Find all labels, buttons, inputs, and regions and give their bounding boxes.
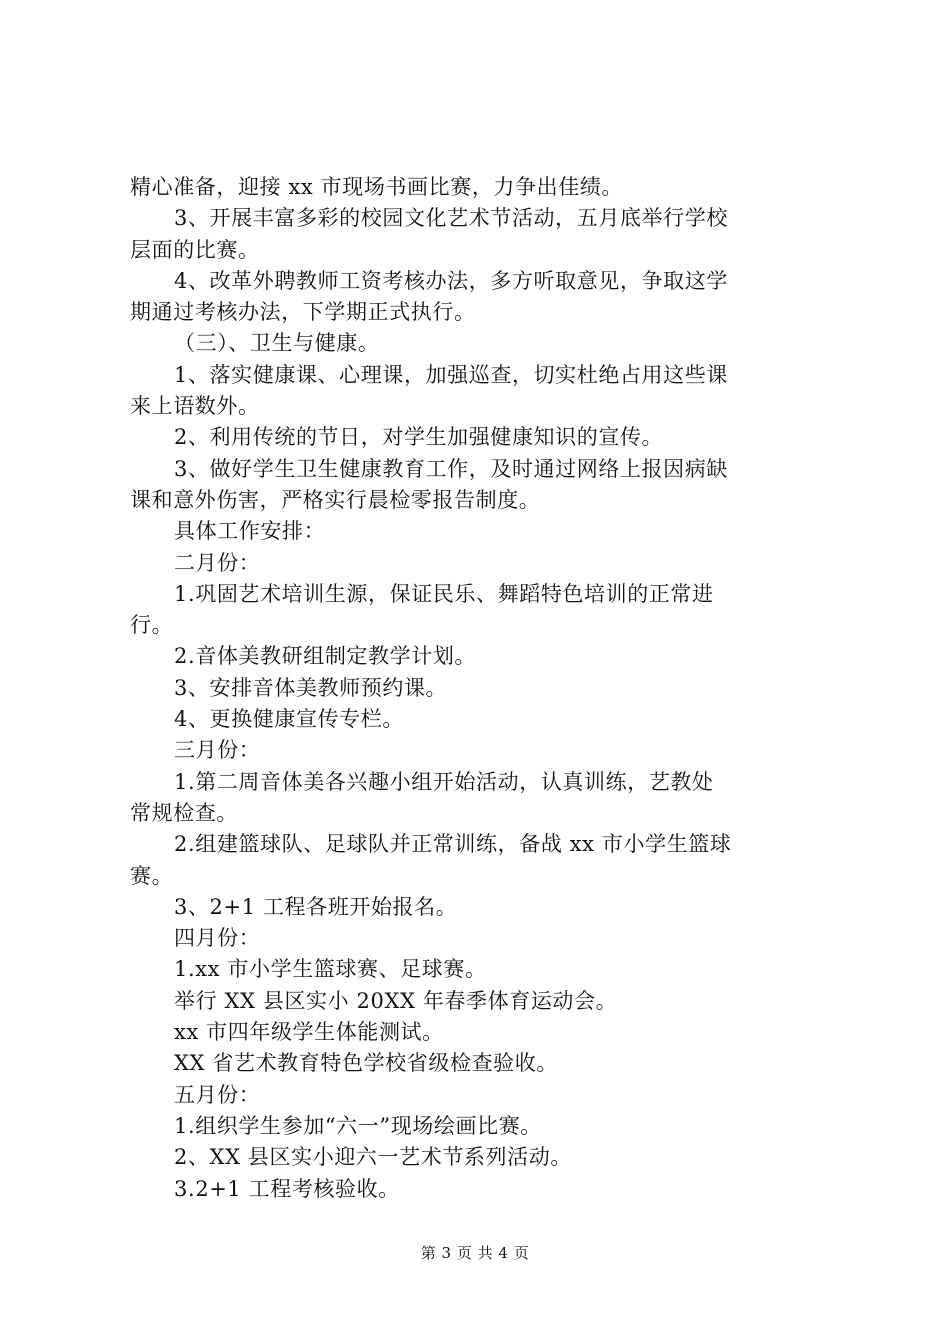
text-line: 3、2+1 工程各班开始报名。	[174, 894, 458, 919]
text-line: 2、XX 县区实小迎六一艺术节系列活动。	[174, 1145, 572, 1170]
text-line: 课和意外伤害，严格实行晨检零报告制度。	[130, 487, 541, 512]
text-line: 3.2+1 工程考核验收。	[174, 1176, 400, 1201]
text-line: 2、利用传统的节日，对学生加强健康知识的宣传。	[174, 425, 664, 450]
text-line: 行。	[130, 613, 174, 638]
text-line: xx 市四年级学生体能测试。	[174, 1020, 444, 1045]
text-line: 3、安排音体美教师预约课。	[174, 675, 448, 700]
text-line: XX 省艺术教育特色学校省级检查验收。	[174, 1051, 558, 1076]
text-line: 层面的比赛。	[130, 237, 260, 262]
text-line: 2.组建篮球队、足球队并正常训练，备战 xx 市小学生篮球	[174, 832, 732, 857]
text-line: 三月份：	[174, 738, 261, 763]
text-line: 常规检查。	[130, 800, 238, 825]
text-line: 二月份：	[174, 550, 261, 575]
text-line: 期通过考核办法，下学期正式执行。	[130, 300, 476, 325]
text-line: （三）、卫生与健康。	[174, 331, 380, 356]
text-line: 4、更换健康宣传专栏。	[174, 707, 404, 732]
text-line: 四月份：	[174, 926, 261, 951]
page-footer: 第 3 页 共 4 页	[420, 1244, 530, 1262]
text-line: 1.第二周音体美各兴趣小组开始活动，认真训练，艺教处	[174, 769, 714, 794]
text-line: 具体工作安排：	[174, 519, 326, 544]
text-line: 举行 XX 县区实小 20XX 年春季体育运动会。	[174, 988, 618, 1013]
text-line: 赛。	[130, 863, 174, 888]
text-line: 来上语数外。	[130, 394, 260, 419]
text-line: 3、开展丰富多彩的校园文化艺术节活动，五月底举行学校	[174, 206, 728, 231]
text-line: 1、落实健康课、心理课，加强巡查，切实杜绝占用这些课	[174, 362, 728, 387]
document-body	[130, 172, 830, 1205]
text-line: 1.xx 市小学生篮球赛、足球赛。	[174, 957, 487, 982]
text-line: 4、改革外聘教师工资考核办法，多方听取意见，争取这学	[174, 268, 728, 293]
text-line: 五月份：	[174, 1082, 261, 1107]
text-line: 3、做好学生卫生健康教育工作，及时通过网络上报因病缺	[174, 456, 728, 481]
text-line: 2.音体美教研组制定教学计划。	[174, 644, 477, 669]
text-line: 1.巩固艺术培训生源，保证民乐、舞蹈特色培训的正常进	[174, 581, 714, 606]
text-line: 1.组织学生参加“六一”现场绘画比赛。	[174, 1113, 542, 1138]
text-line: 精心准备，迎接 xx 市现场书画比赛，力争出佳绩。	[130, 175, 624, 199]
